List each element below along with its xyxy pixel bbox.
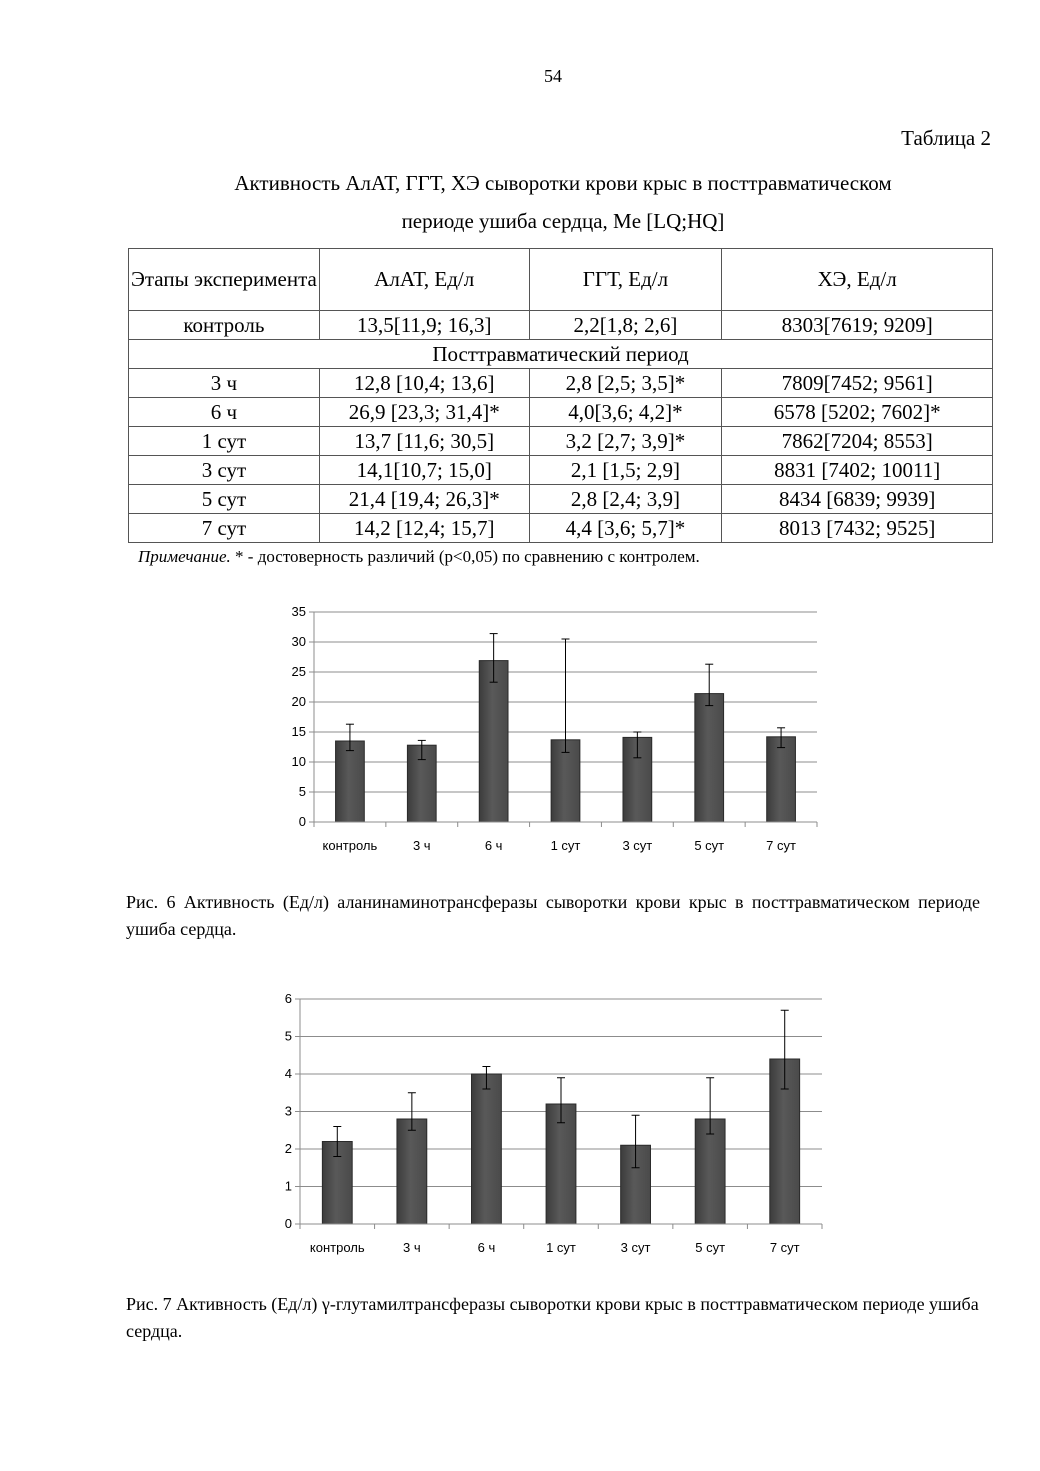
table-row	[129, 485, 993, 514]
table-cell: 4,4 [3,6; 5,7]*	[529, 514, 722, 543]
x-tick-label: 5 сут	[694, 838, 725, 853]
table-cell: 14,2 [12,4; 15,7]	[319, 514, 529, 543]
table-row	[129, 514, 993, 543]
page-number: 54	[544, 66, 562, 86]
table-cell: 8434 [6839; 9939]	[722, 485, 993, 514]
x-tick-label: 3 сут	[620, 1240, 651, 1255]
section-label: Посттравматический период	[129, 340, 993, 369]
table-cell: 13,7 [11,6; 30,5]	[319, 427, 529, 456]
table-cell: 2,1 [1,5; 2,9]	[529, 456, 722, 485]
table-cell: 7 сут	[129, 514, 320, 543]
y-tick-label: 4	[284, 1066, 292, 1081]
table-cell: 3,2 [2,7; 3,9]*	[529, 427, 722, 456]
x-tick-label: 1 сут	[546, 1240, 576, 1255]
header-cell: Этапы эксперимента	[129, 249, 320, 311]
table-title	[128, 164, 998, 240]
ggt-bar-chart	[270, 985, 840, 1260]
y-tick-label: 25	[291, 664, 306, 679]
note-label: Примечание.	[138, 547, 231, 566]
table-cell: 13,5[11,9; 16,3]	[319, 311, 529, 340]
note-text: * - достоверность различий (p<0,05) по сравнению с контролем.	[230, 547, 700, 566]
y-tick-label: 30	[291, 634, 306, 649]
x-tick-label: 3 ч	[412, 838, 431, 853]
table-cell: 21,4 [19,4; 26,3]*	[319, 485, 529, 514]
table-header-row	[129, 249, 993, 311]
y-tick-label: 15	[291, 724, 306, 739]
y-tick-label: 3	[284, 1103, 292, 1119]
x-tick-label: 6 ч	[477, 1240, 496, 1255]
table-cell: 6 ч	[129, 398, 320, 427]
table-cell: 26,9 [23,3; 31,4]*	[319, 398, 529, 427]
table-cell: 4,0[3,6; 4,2]*	[529, 398, 722, 427]
table-cell: 1 сут	[129, 427, 320, 456]
table-cell: 7809[7452; 9561]	[722, 369, 993, 398]
bar	[397, 1119, 427, 1224]
y-tick-label: 1	[284, 1178, 292, 1194]
table-cell: 8013 [7432; 9525]	[722, 514, 993, 543]
section-row	[129, 340, 993, 369]
y-tick-label: 5	[284, 1028, 292, 1044]
y-tick-label: 10	[291, 754, 306, 769]
table-cell: 6578 [5202; 7602]*	[722, 398, 993, 427]
y-tick-label: 35	[291, 604, 306, 619]
header-cell: ГГТ, Ед/л	[529, 249, 722, 311]
bar	[767, 737, 796, 822]
y-tick-label: 2	[284, 1141, 292, 1156]
table-cell: контроль	[129, 311, 320, 340]
table-note	[138, 547, 700, 567]
bar	[695, 694, 724, 822]
y-tick-label: 5	[298, 784, 306, 799]
table-cell: 12,8 [10,4; 13,6]	[319, 369, 529, 398]
bar	[472, 1074, 502, 1224]
y-tick-label: 6	[284, 991, 292, 1006]
header-cell: ХЭ, Ед/л	[722, 249, 993, 311]
table-label: Таблица 2	[901, 126, 991, 150]
table-row	[129, 369, 993, 398]
table-cell: 2,2[1,8; 2,6]	[529, 311, 722, 340]
table-cell: 8831 [7402; 10011]	[722, 456, 993, 485]
alat-bar-chart	[270, 600, 830, 870]
figure-6-caption: Рис. 6 Активность (Ед/л) аланинаминотрансферазы сыворотки крови крыс в посттравматическом периоде ушиба сердца.	[126, 892, 980, 939]
x-tick-label: 5 сут	[695, 1240, 726, 1255]
table-cell: 8303[7619; 9209]	[722, 311, 993, 340]
table-cell: 3 сут	[129, 456, 320, 485]
figure-7-caption: Рис. 7 Активность (Ед/л) γ-глутамилтрансферазы сыворотки крови крыс в посттравматическом периоде ушиба сердца.	[126, 1294, 979, 1341]
table-cell: 5 сут	[129, 485, 320, 514]
x-tick-label: 7 сут	[769, 1240, 800, 1255]
table-row	[129, 398, 993, 427]
x-tick-label: 3 сут	[622, 838, 653, 853]
x-tick-label: контроль	[309, 1240, 365, 1255]
y-tick-label: 0	[284, 1216, 292, 1231]
table-cell: 3 ч	[129, 369, 320, 398]
table-cell: 2,8 [2,5; 3,5]*	[529, 369, 722, 398]
x-tick-label: 1 сут	[550, 838, 581, 853]
control-row	[129, 311, 993, 340]
x-tick-label: 7 сут	[766, 838, 796, 853]
y-tick-label: 0	[298, 814, 306, 829]
bar	[336, 741, 365, 822]
bar	[695, 1119, 725, 1224]
table-cell: 7862[7204; 8553]	[722, 427, 993, 456]
table-cell: 14,1[10,7; 15,0]	[319, 456, 529, 485]
header-cell: АлАТ, Ед/л	[319, 249, 529, 311]
data-table	[128, 248, 993, 543]
x-tick-label: 3 ч	[403, 1240, 421, 1255]
y-tick-label: 20	[291, 694, 306, 709]
table-title-line-2: периоде ушиба сердца, Me [LQ;HQ]	[401, 209, 725, 233]
x-tick-label: контроль	[322, 838, 378, 853]
table-row	[129, 427, 993, 456]
bar	[479, 661, 508, 822]
table-row	[129, 456, 993, 485]
x-tick-label: 6 ч	[484, 838, 503, 853]
table-cell: 2,8 [2,4; 3,9]	[529, 485, 722, 514]
table-title-line-1: Активность АлАТ, ГГТ, ХЭ сыворотки крови крыс в посттравматическом	[234, 171, 892, 195]
